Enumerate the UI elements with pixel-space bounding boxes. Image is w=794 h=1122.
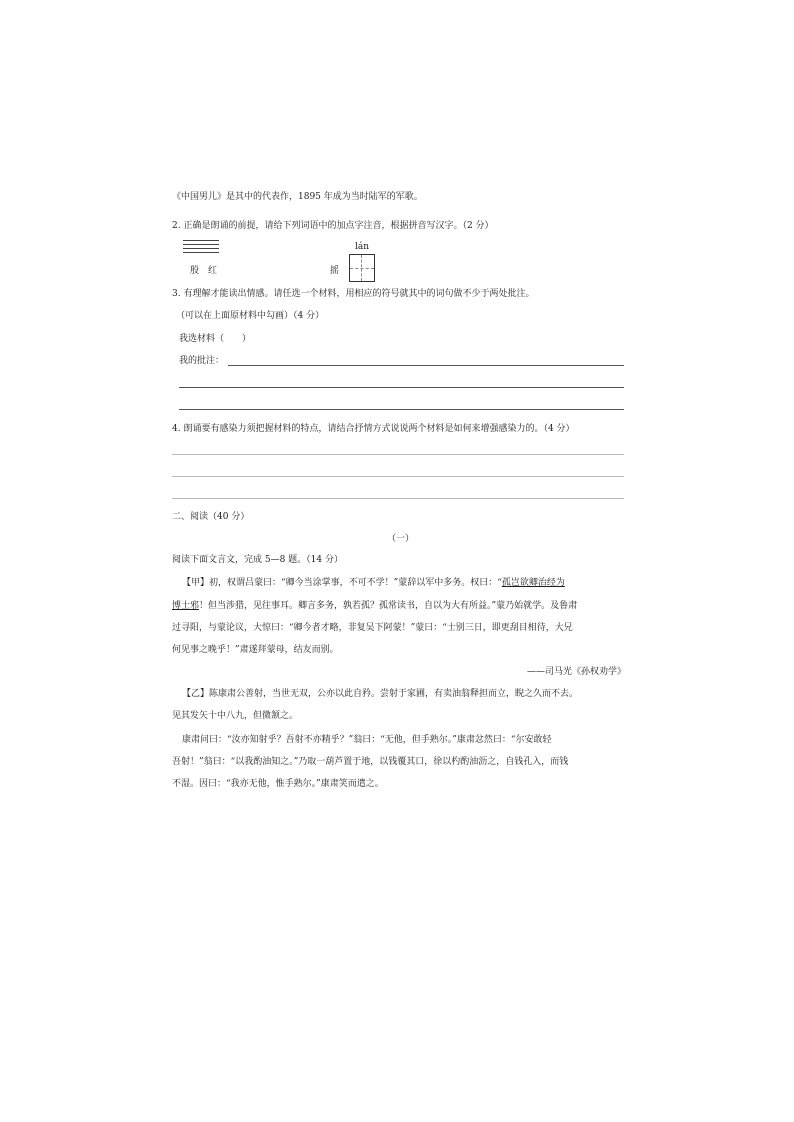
- question-2-prompt: 2. 正确是朗诵的前提，请给下列词语中的加点字注音，根据拼音写汉字。（2 分）: [172, 221, 494, 231]
- dotted-char-marks: [183, 240, 219, 256]
- answer-line[interactable]: [179, 387, 624, 388]
- passage-jia-line: [172, 600, 577, 612]
- passage-yi-line: 康肃问曰：“汝亦知射乎？吾射不亦精乎？”翁曰：“无他，但手熟尔。”康肃忿然曰：“尔安敢轻: [182, 735, 552, 745]
- question-3-prompt: 3. 有理解才能读出情感。请任选一个材料，用相应的符号就其中的词句做不少于两处批注。: [172, 289, 535, 299]
- section-instruction: 阅读下面文言文，完成 5—8 题。（14 分）: [172, 555, 343, 565]
- passage-yi-line: 【乙】陈康肃公善射，当世无双，公亦以此自矜。尝射于家圃，有卖油翁释担而立，睨之久而不去。: [182, 689, 579, 699]
- answer-line[interactable]: [179, 409, 624, 410]
- passage-yi-line: 吾射！”翁曰：“以我酌油知之。”乃取一葫芦置于地，以钱覆其口，徐以杓酌油沥之，自钱孔入，而钱: [172, 757, 569, 767]
- answer-line[interactable]: [172, 498, 624, 499]
- answer-line[interactable]: [228, 365, 624, 366]
- passage-yi-line: 不湿。因曰：“我亦无他，惟手熟尔。”康肃笑而遣之。: [172, 779, 384, 789]
- passage-jia-line: 何见事之晚乎！”肃遂拜蒙母，结友而别。: [172, 645, 339, 655]
- question-3-choice-label: 我选材料（ ）: [179, 334, 252, 344]
- question-2-pinyin: lán: [355, 242, 370, 252]
- answer-line[interactable]: [172, 476, 624, 477]
- writing-grid-box[interactable]: [349, 254, 375, 282]
- text-line-song: 《中国男儿》是其中的代表作，1895 年成为当时陆军的军歌。: [172, 192, 423, 202]
- passage-jia-line: 过寻阳，与蒙论议，大惊曰：“卿今者才略，非复吴下阿蒙！”蒙曰：“士别三日，即更刮目相待，大兄: [172, 623, 573, 633]
- question-2-char: 摇: [330, 266, 340, 276]
- passage-jia-line: [182, 577, 565, 589]
- answer-line[interactable]: [172, 454, 624, 455]
- question-4-prompt: 4. 朗诵要有感染力须把握材料的特点，请结合抒情方式说说两个材料是如何来增强感染力的。（4 分）: [172, 424, 575, 434]
- section-part: （一）: [387, 534, 415, 544]
- passage-jia-text: 【甲】初，权谓吕蒙曰：“卿今当涂掌事，不可不学！”蒙辞以军中多务。权曰：“: [182, 578, 502, 588]
- question-2-word-1: 殷 红: [190, 266, 218, 276]
- underlined-sentence: 博士邪: [172, 601, 200, 611]
- question-3-note: （可以在上面原材料中勾画）（4 分）: [176, 311, 325, 321]
- underlined-sentence: 孤岂欲卿治经为: [501, 578, 565, 588]
- passage-yi-line: 见其发矢十中八九，但微颔之。: [172, 711, 299, 721]
- section-title: 二、阅读（40 分）: [172, 512, 250, 522]
- question-3-annotation-label: 我的批注：: [179, 356, 225, 366]
- passage-jia-text: ！但当涉猎，见往事耳。卿言多务，孰若孤？孤常读书，自以为大有所益。”蒙乃始就学。及鲁肃: [199, 601, 578, 611]
- passage-jia-source: ——司马光《孙权劝学》: [527, 667, 627, 677]
